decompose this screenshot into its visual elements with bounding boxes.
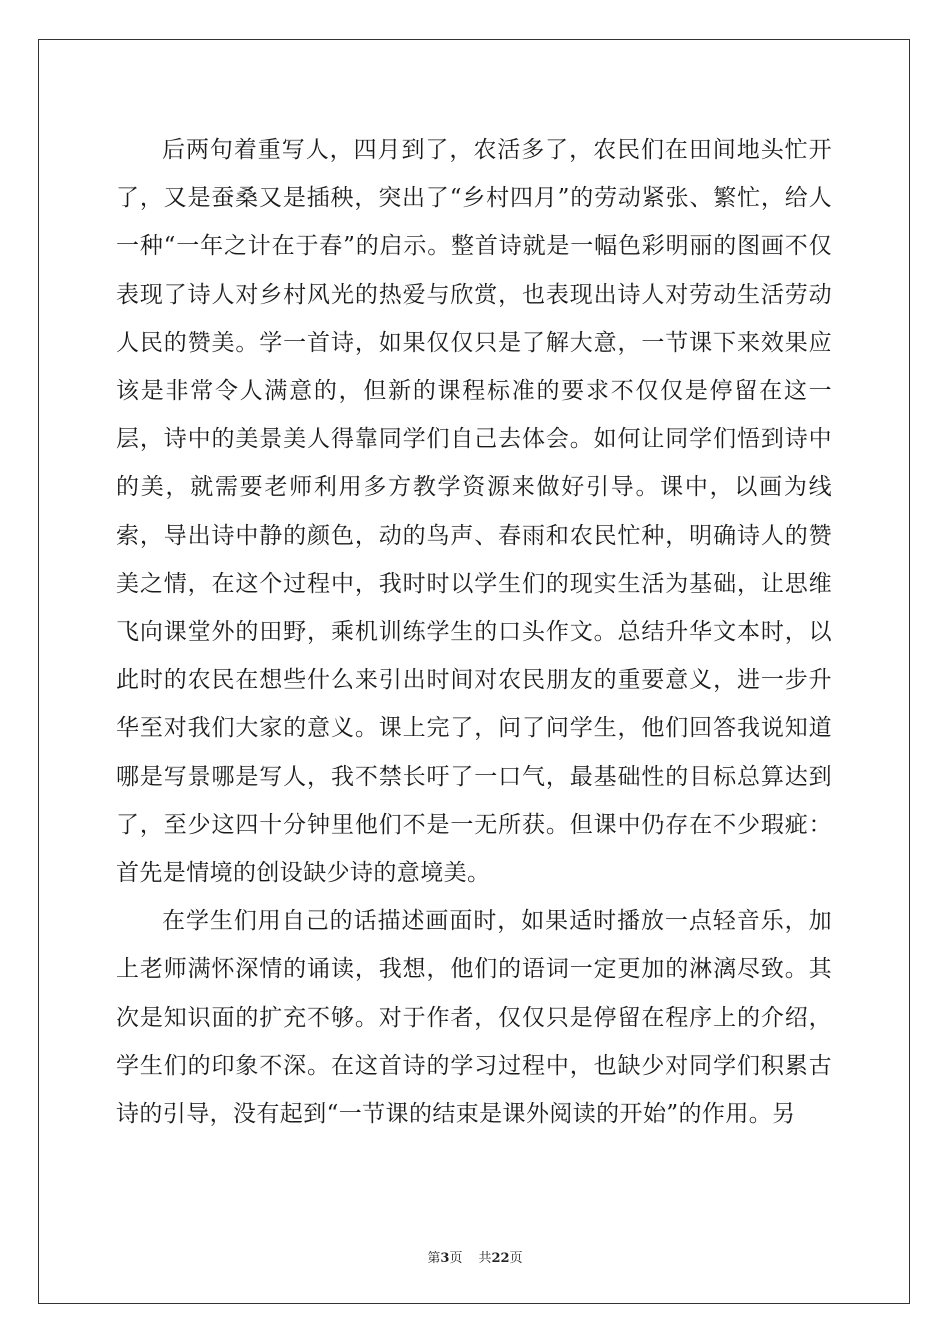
page-footer xyxy=(0,1247,950,1266)
footer-prefix: 第 xyxy=(427,1251,441,1266)
document-body xyxy=(116,126,832,1138)
current-page-number: 3 xyxy=(440,1251,450,1266)
footer-total-prefix: 共 xyxy=(478,1251,492,1266)
paragraph-2: 在学生们用自己的话描述画面时，如果适时播放一点轻音乐，加上老师满怀深情的诵读，我想，他们的语词一定更加的淋漓尽致。其次是知识面的扩充不够。对于作者，仅仅只是停留在程序上的介绍，学生们的印象不深。在这首诗的学习过程中，也缺少对同学们积累古诗的引导，没有起到“一节课的结束是课外阅读的开始”的作用。另 xyxy=(116,908,832,1128)
footer-page-suffix: 页 xyxy=(449,1251,463,1266)
paragraph-1: 后两句着重写人，四月到了，农活多了，农民们在田间地头忙开了，又是蚕桑又是插秧，突出了“乡村四月”的劳动紧张、繁忙，给人一种“一年之计在于春”的启示。整首诗就是一幅色彩明丽的图画不仅表现了诗人对乡村风光的热爱与欣赏，也表现出诗人对劳动生活劳动人民的赞美。学一首诗，如果仅仅只是了解大意，一节课下来效果应该是非常令人满意的，但新的课程标准的要求不仅仅是停留在这一层，诗中的美景美人得靠同学们自己去体会。如何让同学们悟到诗中的美，就需要老师利用多方教学资源来做好引导。课中，以画为线索，导出诗中静的颜色，动的鸟声、春雨和农民忙种，明确诗人的赞美之情，在这个过程中，我时时以学生们的现实生活为基础，让思维飞向课堂外的田野，乘机训练学生的口头作文。总结升华文本时，以此时的农民在想些什么来引出时间对农民朋友的重要意义，进一步升华至对我们大家的意义。课上完了，问了问学生，他们回答我说知道哪是写景哪是写人，我不禁长吁了一口气，最基础性的目标总算达到了，至少这四十分钟里他们不是一无所获。但课中仍存在不少瑕疵：首先是情境的创设缺少诗的意境美。 xyxy=(116,137,832,887)
total-page-count: 22 xyxy=(491,1251,510,1266)
footer-total-suffix: 页 xyxy=(509,1251,523,1266)
